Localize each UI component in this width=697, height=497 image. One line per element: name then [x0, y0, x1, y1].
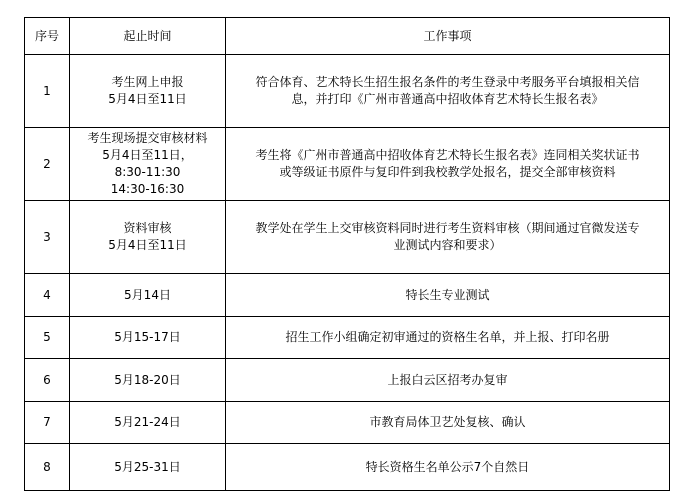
header-time: 起止时间	[70, 18, 226, 55]
time-line: 5月4日至11日	[108, 238, 187, 252]
row-time	[70, 444, 226, 491]
task-line: 上报白云区招考办复审	[387, 372, 508, 387]
table-row	[25, 274, 670, 317]
row-time	[70, 55, 226, 128]
header-seq: 序号	[25, 18, 70, 55]
task-line: 或等级证书原件与复印件到我校教学处报名，提交全部审核资料	[279, 165, 616, 179]
time-line: 考生网上申报	[111, 75, 184, 89]
time-line: 资料审核	[123, 221, 172, 235]
row-seq: 1	[25, 55, 70, 128]
time-line: 8:30-11:30	[114, 165, 181, 179]
time-line: 5月4日至11日，	[102, 148, 193, 162]
task-line: 特长资格生名单公示7个自然日	[365, 459, 530, 474]
time-line: 5月14日	[124, 287, 171, 302]
task-line: 特长生专业测试	[405, 287, 490, 302]
row-time	[70, 317, 226, 359]
row-seq: 8	[25, 444, 70, 491]
table-header-row	[25, 18, 670, 55]
row-task	[226, 444, 670, 491]
schedule-table	[24, 17, 670, 491]
table-row	[25, 444, 670, 491]
table-row	[25, 359, 670, 402]
row-task	[226, 317, 670, 359]
row-task	[226, 359, 670, 402]
row-task	[226, 55, 670, 128]
time-line: 14:30-16:30	[110, 182, 185, 196]
row-time	[70, 359, 226, 402]
time-line: 5月18-20日	[114, 372, 181, 387]
row-time	[70, 274, 226, 317]
task-line: 业测试内容和要求）	[393, 238, 502, 252]
task-line: 考生将《广州市普通高中招收体育艺术特长生报名表》连同相关奖状证书	[255, 148, 640, 162]
row-seq: 4	[25, 274, 70, 317]
table-row	[25, 402, 670, 444]
row-seq: 5	[25, 317, 70, 359]
row-task	[226, 128, 670, 201]
row-seq: 3	[25, 201, 70, 274]
time-line: 5月15-17日	[114, 330, 181, 344]
row-seq: 7	[25, 402, 70, 444]
row-time	[70, 201, 226, 274]
row-seq: 6	[25, 359, 70, 402]
row-time	[70, 402, 226, 444]
row-task	[226, 201, 670, 274]
row-task	[226, 402, 670, 444]
task-line: 招生工作小组确定初审通过的资格生名单，并上报、打印名册	[285, 330, 610, 344]
table-row	[25, 201, 670, 274]
table-row	[25, 317, 670, 359]
row-seq: 2	[25, 128, 70, 201]
table-row	[25, 55, 670, 128]
row-time	[70, 128, 226, 201]
header-task: 工作事项	[226, 18, 670, 55]
time-line: 5月21-24日	[114, 415, 181, 429]
task-line: 息，并打印《广州市普通高中招收体育艺术特长生报名表》	[291, 92, 604, 106]
task-line: 符合体育、艺术特长生招生报名条件的考生登录中考服务平台填报相关信	[255, 75, 640, 89]
task-line: 教学处在学生上交审核资料同时进行考生资料审核（期间通过官微发送专	[255, 221, 640, 235]
table-row	[25, 128, 670, 201]
row-task	[226, 274, 670, 317]
task-line: 市教育局体卫艺处复核、确认	[369, 415, 526, 429]
time-line: 考生现场提交审核材料	[87, 131, 208, 145]
time-line: 5月4日至11日	[108, 92, 187, 106]
time-line: 5月25-31日	[114, 459, 181, 474]
